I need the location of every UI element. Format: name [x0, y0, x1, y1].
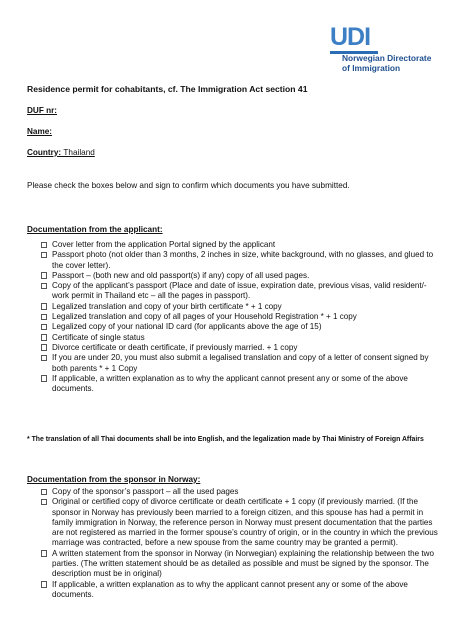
checklist-item: [41, 374, 441, 395]
checklist-item: [41, 281, 441, 302]
duf-label: DUF nr:: [27, 106, 58, 115]
checkbox-icon[interactable]: [41, 355, 47, 362]
checkbox-icon[interactable]: [41, 272, 47, 279]
sponsor-checklist: [41, 487, 441, 600]
checklist-item-text: If applicable, a written explanation as to why the applicant cannot present any or some of the above documents.: [52, 579, 408, 599]
checkbox-icon[interactable]: [41, 252, 47, 259]
instruction-text: Please check the boxes below and sign to confirm which documents you have submitted.: [27, 181, 350, 190]
udi-logo-subtitle-line2: of Immigration: [342, 62, 401, 73]
checkbox-icon[interactable]: [41, 303, 47, 310]
checklist-item-text: Copy of the sponsor’s passport – all the used pages: [52, 487, 239, 496]
udi-logo-subtitle-line1: Norwegian Directorate: [342, 53, 432, 63]
checklist-item: [41, 240, 441, 250]
checkbox-icon[interactable]: [41, 242, 47, 249]
checklist-item: [41, 353, 441, 374]
checkbox-icon[interactable]: [41, 283, 47, 290]
checkbox-icon[interactable]: [41, 581, 47, 588]
applicant-checklist: [41, 240, 441, 394]
checkbox-icon[interactable]: [41, 550, 47, 557]
checklist-item-text: Passport photo (not older than 3 months, 2 inches in size, white background, with no glasses, and glued to the cover letter).: [52, 250, 434, 270]
checkbox-icon[interactable]: [41, 375, 47, 382]
checklist-item-text: Legalized copy of your national ID card (for applicants above the age of 15): [52, 322, 322, 332]
udi-logo-wordmark: UDI: [330, 23, 371, 51]
checklist-item-text: Original or certified copy of divorce certificate or death certificate + 1 copy (if previously married. (If the sponsor in Norway has previously been married to a foreign citizen, and this spouse has had a permit in family immigration in Norway, the reference person in Norway must present documentation that the parties are not registered as married in the former spouse’s country of origin, or in the country in which the previous marriage was contracted, before a new spouse from the same country may be granted a permit).: [52, 497, 438, 548]
checkbox-icon[interactable]: [41, 489, 47, 496]
document-title: Residence permit for cohabitants, cf. The Immigration Act section 41: [27, 84, 308, 94]
checklist-item: [41, 250, 441, 271]
checklist-item: [41, 271, 441, 281]
applicant-heading: Documentation from the applicant:: [27, 225, 163, 234]
checklist-item-text: A written statement from the sponsor in Norway (in Norwegian) explaining the relationship between the two parties. (The written statement should be as detailed as possible and must be signed by the sponsor. The description must be in original): [52, 548, 434, 579]
checklist-item-text: Certificate of single status: [52, 332, 145, 342]
checklist-item: [41, 343, 441, 353]
checkbox-icon[interactable]: [41, 324, 47, 331]
checklist-item: [41, 302, 441, 312]
country-field: [27, 148, 95, 157]
checkbox-icon[interactable]: [41, 334, 47, 341]
name-field: [27, 127, 52, 136]
checkbox-icon[interactable]: [41, 499, 47, 506]
checklist-item-text: Copy of the applicant’s passport (Place and date of issue, expiration date, previous visas, valid resident/- work permit in Thailand etc – all the pages in passport).: [52, 281, 427, 301]
checklist-item: [41, 333, 441, 343]
checklist-item: [41, 497, 441, 548]
checklist-item-text: Divorce certificate or death certificate, if previously married. + 1 copy: [52, 342, 298, 352]
name-label: Name:: [27, 127, 53, 136]
checklist-item-text: Cover letter from the application Portal signed by the applicant: [52, 240, 276, 249]
checklist-item-text: Legalized translation and copy of all pages of your Household Registration * + 1 copy: [52, 312, 357, 322]
duf-field: [27, 106, 57, 115]
checklist-item: [41, 322, 441, 332]
translation-footnote: * The translation of all Thai documents shall be into English, and the legalization made by Thai Ministry of Foreign Affairs: [27, 436, 424, 443]
checkbox-icon[interactable]: [41, 344, 47, 351]
checklist-item-text: If applicable, a written explanation as to why the applicant cannot present any or some of the above documents.: [52, 373, 408, 394]
country-label: Country:: [27, 148, 62, 157]
checklist-item-text: If you are under 20, you must also submit a legalised translation and copy of a letter of consent signed by both parents * + 1 Copy: [52, 353, 429, 373]
checklist-item: [41, 312, 441, 322]
checklist-item: [41, 487, 441, 497]
checklist-item-text: Legalized translation and copy of your birth certificate * + 1 copy: [52, 301, 282, 311]
sponsor-heading: Documentation from the sponsor in Norway:: [27, 475, 201, 484]
checkbox-icon[interactable]: [41, 314, 47, 321]
udi-logo-mark: [330, 24, 440, 50]
udi-logo-subtitle: [342, 54, 442, 73]
udi-logo: [330, 23, 440, 73]
country-value: Thailand: [63, 148, 95, 157]
checklist-item: [41, 549, 441, 580]
checklist-item-text: Passport – (both new and old passport(s) if any) copy of all used pages.: [52, 270, 310, 280]
checklist-item: [41, 580, 441, 601]
